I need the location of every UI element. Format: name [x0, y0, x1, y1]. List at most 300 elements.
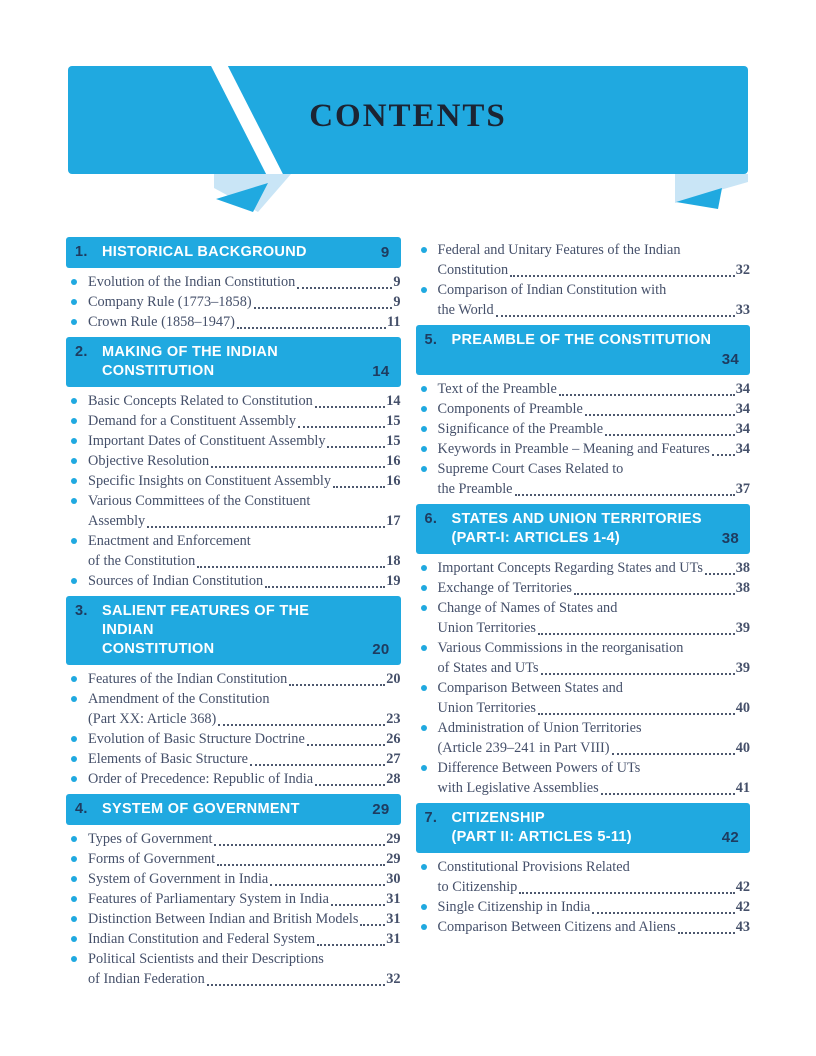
entry-page-number: 43	[735, 919, 750, 935]
entry-text: Supreme Court Cases Related to	[437, 461, 624, 477]
entry-page-number: 18	[386, 553, 401, 569]
entry-line	[88, 531, 401, 551]
entry-lines	[88, 531, 401, 571]
dot-leader	[710, 439, 736, 459]
bullet-icon	[71, 398, 77, 404]
entry-lines	[88, 909, 401, 929]
entry-text: Union Territories	[437, 700, 536, 716]
entry-text: the World	[437, 302, 494, 318]
toc-entry	[416, 379, 751, 399]
bullet-icon	[71, 736, 77, 742]
section-number: 4.	[75, 801, 88, 817]
entry-text: Forms of Government	[88, 851, 216, 867]
section-number: 1.	[75, 244, 88, 260]
entry-page-number: 27	[386, 751, 401, 767]
entry-text: System of Government in India	[88, 871, 269, 887]
entry-lines	[88, 391, 401, 411]
bullet-icon	[421, 725, 427, 731]
section-page-number: 42	[721, 829, 739, 846]
entry-line	[88, 769, 401, 789]
entry-line	[88, 889, 401, 909]
entry-text: Enactment and Enforcement	[88, 533, 251, 549]
bullet-icon	[421, 386, 427, 392]
entry-text: Constitutional Provisions Related	[437, 859, 630, 875]
entry-page-number: 15	[386, 413, 401, 429]
entry-page-number: 30	[386, 871, 401, 887]
entry-line	[438, 897, 751, 917]
entries-group	[416, 558, 751, 798]
entry-lines	[438, 578, 751, 598]
dot-leader	[536, 618, 736, 638]
entry-lines	[438, 897, 751, 917]
toc-entry	[66, 729, 401, 749]
entry-text: Single Citizenship in India	[437, 899, 591, 915]
entry-page-number: 14	[386, 393, 401, 409]
dot-leader	[263, 571, 386, 591]
section-title	[452, 510, 739, 548]
entry-lines	[438, 459, 751, 499]
entry-line	[438, 718, 751, 738]
entry-line	[88, 729, 401, 749]
section-title-line: PREAMBLE OF THE CONSTITUTION	[451, 332, 712, 348]
entry-lines	[438, 558, 751, 578]
dot-leader	[590, 897, 735, 917]
entry-page-number: 32	[386, 971, 401, 987]
bullet-icon	[71, 956, 77, 962]
entry-lines	[88, 451, 401, 471]
entry-text: Crown Rule (1858–1947)	[88, 314, 235, 330]
entry-line	[438, 260, 751, 280]
entry-line	[438, 658, 751, 678]
entry-page-number: 28	[386, 771, 401, 787]
dot-leader	[508, 260, 736, 280]
entry-text: Evolution of Basic Structure Doctrine	[88, 731, 305, 747]
entry-page-number: 23	[386, 711, 401, 727]
entry-line	[438, 479, 751, 499]
entry-line	[88, 969, 401, 989]
entry-text: Company Rule (1773–1858)	[88, 294, 252, 310]
entry-lines	[88, 889, 401, 909]
entry-page-number: 17	[386, 513, 401, 529]
bullet-icon	[71, 696, 77, 702]
entry-text: Constitution	[437, 262, 509, 278]
entry-page-number: 34	[735, 401, 750, 417]
dot-leader	[557, 379, 736, 399]
bullet-icon	[71, 319, 77, 325]
entry-line	[88, 669, 401, 689]
entry-lines	[438, 857, 751, 897]
section-page-number: 29	[372, 801, 390, 818]
bullet-icon	[421, 605, 427, 611]
entry-lines	[438, 280, 751, 320]
entry-lines	[88, 312, 401, 332]
dot-leader	[513, 479, 736, 499]
toc-entry	[66, 689, 401, 729]
entry-lines	[438, 758, 751, 798]
entry-page-number: 26	[386, 731, 401, 747]
dot-leader	[195, 551, 386, 571]
dot-leader	[583, 399, 736, 419]
entries-group	[66, 669, 401, 789]
section-number: 2.	[75, 344, 88, 360]
entry-text: to Citizenship	[437, 879, 518, 895]
entry-text: Exchange of Territories	[437, 580, 573, 596]
section-title-line: STATES AND UNION TERRITORIES	[451, 511, 702, 527]
dot-leader	[248, 749, 386, 769]
entry-line	[88, 909, 401, 929]
bullet-icon	[71, 856, 77, 862]
section-number: 5.	[424, 332, 438, 348]
toc-entry	[416, 718, 751, 758]
entry-lines	[88, 869, 401, 889]
entry-text: Demand for a Constituent Assembly	[88, 413, 297, 429]
entry-text: Types of Government	[88, 831, 213, 847]
bullet-icon	[421, 904, 427, 910]
entry-text: Sources of Indian Constitution	[88, 573, 264, 589]
entry-text: Assembly	[88, 513, 146, 529]
entry-line	[88, 709, 401, 729]
entry-text: Evolution of the Indian Constitution	[88, 274, 296, 290]
dot-leader	[603, 419, 736, 439]
entry-lines	[438, 598, 751, 638]
entry-lines	[438, 678, 751, 718]
entry-line	[438, 598, 751, 618]
entry-line	[88, 571, 401, 591]
entries-group	[66, 391, 401, 591]
toc-entry	[416, 240, 751, 280]
entry-text: Political Scientists and their Descriptions	[88, 951, 324, 967]
section-title-line: (PART-I: ARTICLES 1-4)	[451, 530, 621, 546]
dot-leader	[517, 877, 735, 897]
entry-line	[88, 391, 401, 411]
section-title-line: CITIZENSHIP	[451, 810, 546, 826]
entry-text: Indian Constitution and Federal System	[88, 931, 316, 947]
entry-page-number: 15	[386, 433, 401, 449]
entry-line	[438, 419, 751, 439]
section-page-number: 34	[721, 351, 739, 368]
entry-line	[438, 300, 751, 320]
dot-leader	[296, 411, 386, 431]
dot-leader	[235, 312, 387, 332]
entry-page-number: 31	[386, 931, 401, 947]
entry-line	[88, 491, 401, 511]
toc-entry	[66, 491, 401, 531]
dot-leader	[676, 917, 736, 937]
entry-text: Comparison of Indian Constitution with	[437, 282, 667, 298]
bullet-icon	[71, 438, 77, 444]
entry-line	[88, 431, 401, 451]
toc-entry	[66, 769, 401, 789]
entry-lines	[88, 272, 401, 292]
entry-lines	[88, 292, 401, 312]
entry-lines	[88, 669, 401, 689]
section-title-line	[452, 350, 715, 369]
bullet-icon	[421, 864, 427, 870]
entry-text: Components of Preamble	[437, 401, 583, 417]
section-header	[66, 337, 401, 387]
bullet-icon	[421, 446, 427, 452]
toc-entry	[416, 399, 751, 419]
section-title-line: MAKING OF THE INDIAN	[102, 344, 278, 360]
entry-lines	[88, 929, 401, 949]
toc-entry	[66, 889, 401, 909]
entry-line	[438, 578, 751, 598]
dot-leader	[268, 869, 386, 889]
entry-text: Difference Between Powers of UTs	[437, 760, 641, 776]
bullet-icon	[421, 565, 427, 571]
entry-text: Objective Resolution	[88, 453, 210, 469]
entry-text: Specific Insights on Constituent Assembly	[88, 473, 332, 489]
entry-line	[88, 272, 401, 292]
entry-text: Comparison Between Citizens and Aliens	[437, 919, 676, 935]
entry-line	[88, 849, 401, 869]
section-page-number: 38	[721, 530, 739, 547]
toc-entry	[66, 471, 401, 491]
entry-text: Federal and Unitary Features of the Indian	[437, 242, 681, 258]
bullet-icon	[71, 478, 77, 484]
entry-text: Basic Concepts Related to Constitution	[88, 393, 313, 409]
contents-banner	[68, 66, 748, 174]
entry-page-number: 29	[386, 851, 401, 867]
toc-entry	[416, 917, 751, 937]
section-title	[452, 331, 739, 369]
toc-entry	[416, 578, 751, 598]
entry-text: Features of Parliamentary System in India	[88, 891, 330, 907]
entry-text: Change of Names of States and	[437, 600, 618, 616]
bullet-icon	[71, 299, 77, 305]
toc-entry	[416, 280, 751, 320]
toc-entry	[66, 669, 401, 689]
section-title	[102, 343, 389, 381]
section-number: 7.	[424, 810, 438, 826]
entry-text: (Part XX: Article 368)	[88, 711, 217, 727]
section-title	[102, 602, 389, 659]
bullet-icon	[71, 578, 77, 584]
entry-line	[438, 399, 751, 419]
section-title-line: CONSTITUTION	[102, 363, 215, 379]
entry-line	[88, 312, 401, 332]
entry-lines	[88, 769, 401, 789]
entry-line	[438, 638, 751, 658]
section-title	[102, 243, 389, 262]
entry-lines	[438, 917, 751, 937]
section-header	[66, 596, 401, 665]
section-number: 3.	[75, 603, 88, 619]
entry-text: Comparison Between States and	[437, 680, 623, 696]
entry-page-number: 34	[735, 381, 750, 397]
entry-page-number: 29	[386, 831, 401, 847]
bullet-icon	[71, 836, 77, 842]
entry-lines	[88, 471, 401, 491]
entry-page-number: 38	[735, 560, 750, 576]
dot-leader	[295, 272, 393, 292]
bullet-icon	[71, 279, 77, 285]
entry-text: Various Commissions in the reorganisation	[437, 640, 684, 656]
section-title-line: SYSTEM OF GOVERNMENT	[102, 801, 300, 817]
entry-line	[88, 949, 401, 969]
entry-line	[438, 698, 751, 718]
section-header	[416, 803, 751, 853]
entry-lines	[438, 718, 751, 758]
entries-group	[66, 829, 401, 989]
dot-leader	[703, 558, 736, 578]
entry-text: the Preamble	[437, 481, 513, 497]
entry-text: Administration of Union Territories	[437, 720, 642, 736]
toc-entry	[416, 598, 751, 638]
toc-entry	[66, 391, 401, 411]
bullet-icon	[421, 924, 427, 930]
entry-lines	[88, 749, 401, 769]
toc-column-right	[416, 237, 751, 993]
toc-entry	[66, 312, 401, 332]
dot-leader	[212, 829, 386, 849]
entry-page-number: 38	[735, 580, 750, 596]
entry-lines	[88, 849, 401, 869]
entry-line	[88, 689, 401, 709]
entry-line	[88, 829, 401, 849]
dot-leader	[287, 669, 386, 689]
entry-line	[438, 738, 751, 758]
entry-text: Amendment of the Constitution	[88, 691, 270, 707]
dot-leader	[252, 292, 394, 312]
bullet-icon	[71, 776, 77, 782]
toc-entry	[416, 897, 751, 917]
entry-text: Elements of Basic Structure	[88, 751, 249, 767]
toc-entry	[66, 909, 401, 929]
entry-line	[88, 511, 401, 531]
entry-text: of States and UTs	[437, 660, 539, 676]
toc-entry	[66, 929, 401, 949]
entry-lines	[438, 419, 751, 439]
entries-group	[416, 379, 751, 499]
entry-page-number: 32	[735, 262, 750, 278]
entry-lines	[438, 638, 751, 678]
entry-lines	[438, 240, 751, 280]
entry-text: Various Committees of the Constituent	[88, 493, 311, 509]
entry-line	[88, 749, 401, 769]
toc-entry	[66, 411, 401, 431]
bullet-icon	[71, 538, 77, 544]
entry-text: Important Concepts Regarding States and UTs	[437, 560, 703, 576]
section-title-line: CONSTITUTION	[102, 641, 215, 657]
bullet-icon	[71, 756, 77, 762]
toc-entry	[416, 678, 751, 718]
dot-leader	[539, 658, 736, 678]
section-header	[66, 794, 401, 825]
dot-leader	[331, 471, 386, 491]
entry-lines	[438, 439, 751, 459]
bullet-icon	[421, 765, 427, 771]
section-title	[452, 809, 739, 847]
dot-leader	[215, 849, 386, 869]
toc-entry	[66, 829, 401, 849]
dot-leader	[315, 929, 386, 949]
dot-leader	[572, 578, 736, 598]
bullet-icon	[71, 676, 77, 682]
entry-page-number: 9	[393, 274, 401, 290]
entry-page-number: 16	[386, 453, 401, 469]
entry-line	[438, 758, 751, 778]
entry-line	[88, 292, 401, 312]
entry-text: of the Constitution	[88, 553, 196, 569]
toc-entry	[66, 272, 401, 292]
bullet-icon	[421, 466, 427, 472]
section-page-number: 20	[372, 641, 390, 658]
toc-entry	[416, 638, 751, 678]
section-header	[416, 504, 751, 554]
entry-page-number: 40	[735, 740, 750, 756]
dot-leader	[216, 709, 386, 729]
entries-group	[416, 857, 751, 937]
bullet-icon	[71, 876, 77, 882]
entry-text: Order of Precedence: Republic of India	[88, 771, 314, 787]
entry-page-number: 31	[386, 911, 401, 927]
toc-entry	[66, 451, 401, 471]
section-number: 6.	[424, 511, 438, 527]
dot-leader	[325, 431, 386, 451]
section-header	[66, 237, 401, 268]
entry-lines	[88, 729, 401, 749]
entry-page-number: 39	[735, 620, 750, 636]
section-page-number: 14	[372, 363, 390, 380]
toc-entry	[416, 558, 751, 578]
entry-text: (Article 239–241 in Part VIII)	[437, 740, 610, 756]
entry-page-number: 41	[735, 780, 750, 796]
entry-text: Distinction Between Indian and British Models	[88, 911, 359, 927]
bullet-icon	[421, 247, 427, 253]
toc-entry	[66, 531, 401, 571]
bullet-icon	[71, 936, 77, 942]
entry-line	[438, 877, 751, 897]
entry-line	[438, 778, 751, 798]
dot-leader	[313, 769, 386, 789]
entry-page-number: 31	[386, 891, 401, 907]
entry-page-number: 20	[386, 671, 401, 687]
dot-leader	[209, 451, 386, 471]
dot-leader	[329, 889, 386, 909]
bullet-icon	[421, 406, 427, 412]
entry-line	[438, 618, 751, 638]
toc-entry	[66, 431, 401, 451]
bullet-icon	[71, 916, 77, 922]
entry-line	[438, 240, 751, 260]
entry-line	[88, 551, 401, 571]
entry-text: with Legislative Assemblies	[437, 780, 599, 796]
toc-entry	[416, 857, 751, 897]
dot-leader	[313, 391, 386, 411]
entry-page-number: 40	[735, 700, 750, 716]
dot-leader	[205, 969, 386, 989]
toc-entry	[416, 758, 751, 798]
toc-entry	[66, 571, 401, 591]
entry-lines	[88, 431, 401, 451]
dot-leader	[610, 738, 736, 758]
toc-entry	[66, 749, 401, 769]
toc-entry	[66, 849, 401, 869]
section-page-number: 9	[380, 244, 390, 261]
entry-line	[88, 451, 401, 471]
entry-text: of Indian Federation	[88, 971, 205, 987]
entry-line	[438, 379, 751, 399]
entry-line	[438, 917, 751, 937]
entry-page-number: 16	[386, 473, 401, 489]
entry-lines	[438, 399, 751, 419]
toc-entry	[66, 292, 401, 312]
bullet-icon	[71, 418, 77, 424]
bullet-icon	[71, 498, 77, 504]
entry-page-number: 37	[735, 481, 750, 497]
entry-lines	[88, 949, 401, 989]
